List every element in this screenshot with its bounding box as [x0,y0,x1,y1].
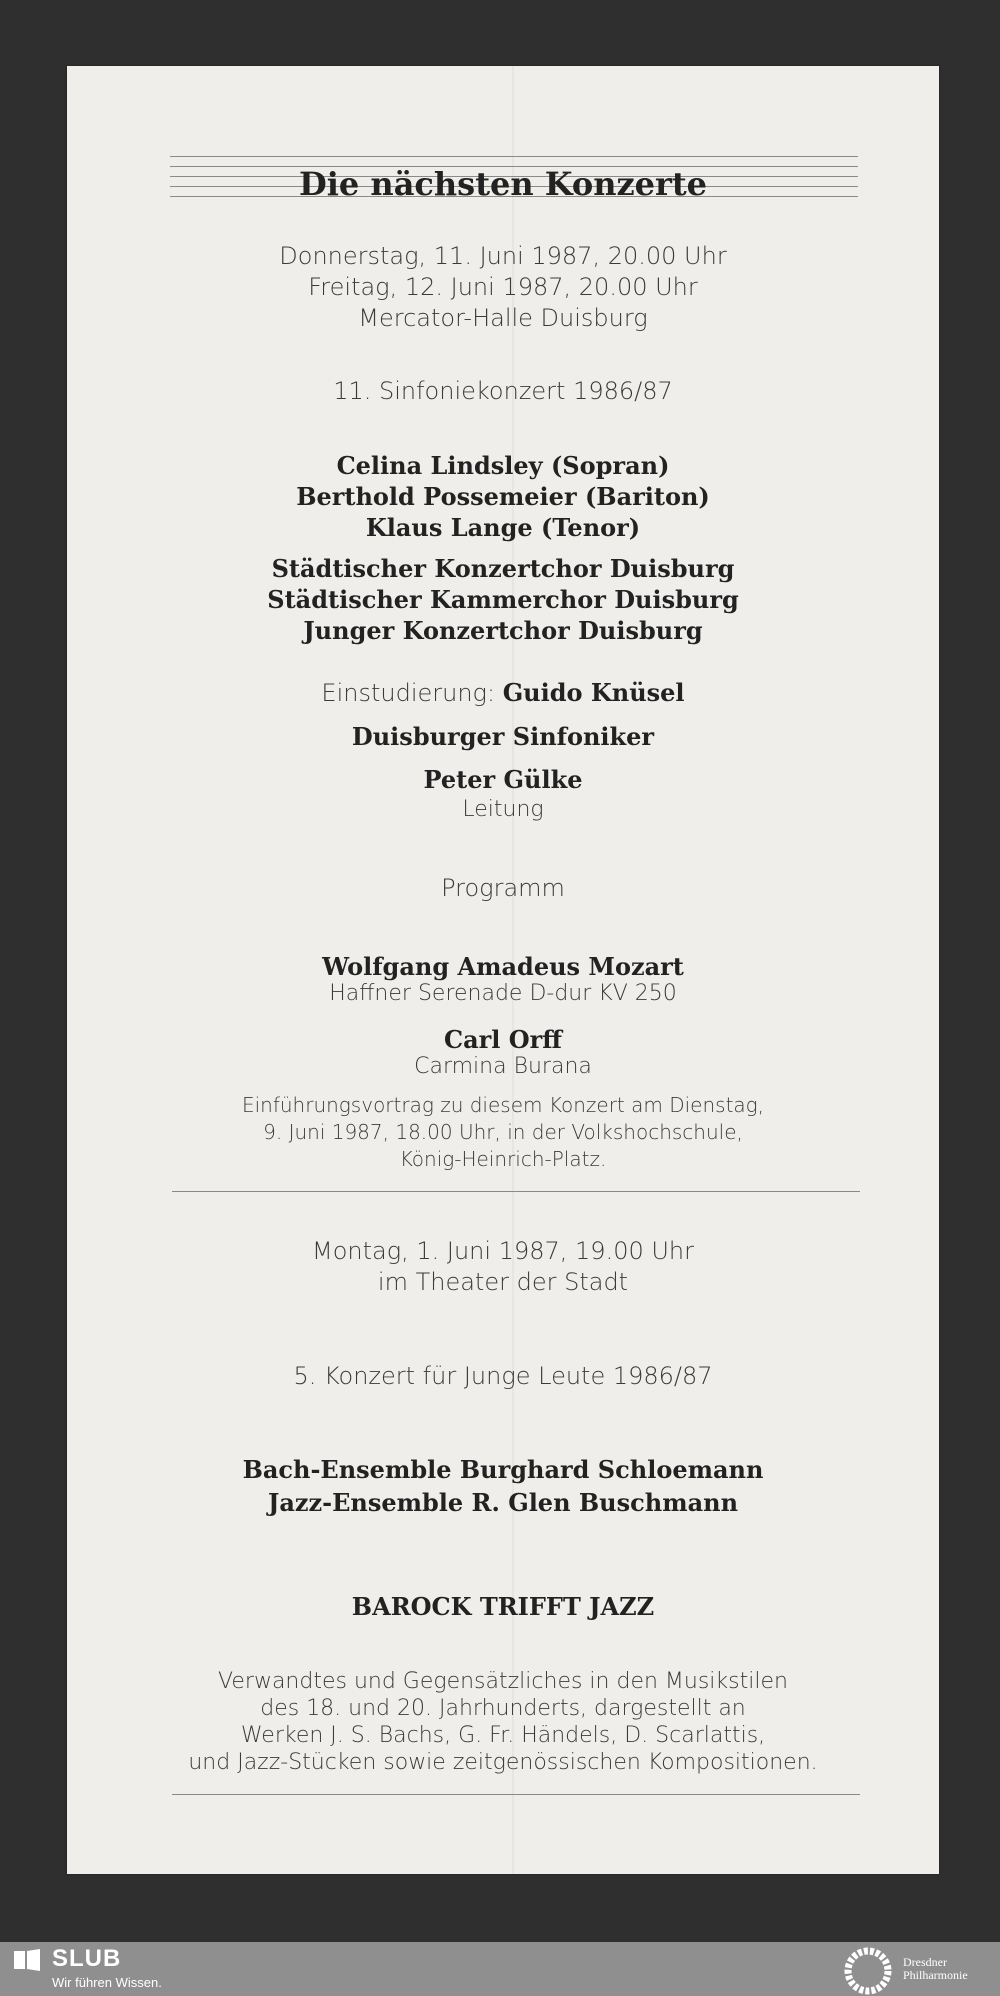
concert2-venue: im Theater der Stadt [377,1268,629,1296]
rehearsal-name: Guido Knüsel [502,678,685,707]
concert2-date: Montag, 1. Juni 1987, 19.00 Uhr [311,1237,695,1265]
slub-name: SLUB [52,1945,122,1972]
staff-line [170,156,858,157]
choir-2: Städtischer Kammerchor Duisburg [267,585,739,614]
program-leaflet [67,66,939,1874]
choir-1: Städtischer Konzertchor Duisburg [271,554,735,583]
partner-name [903,1956,968,1982]
soloist-1: Celina Lindsley (Sopran) [336,451,670,480]
concert1-date-2: Freitag, 12. Juni 1987, 20.00 Uhr [308,273,698,301]
orchestra: Duisburger Sinfoniker [351,722,655,751]
conductor: Peter Gülke [423,765,583,794]
choir-3: Junger Konzertchor Duisburg [303,616,703,645]
divider [172,1191,860,1192]
rehearsal-line [67,677,939,709]
description-line-2: des 18. und 20. Jahrhunderts, dargestellt an [260,1696,746,1721]
intro-line-1: Einführungsvortrag zu diesem Konzert am Dienstag, [241,1093,765,1117]
work-1-composer: Wolfgang Amadeus Mozart [322,952,684,981]
description-line-1: Verwandtes und Gegensätzliches in den Musikstilen [218,1669,788,1694]
work-2-title: Carmina Burana [414,1054,592,1079]
slub-tagline: Wir führen Wissen. [52,1975,162,1990]
page-title: Die nächsten Konzerte [299,165,707,203]
dresdner-philharmonie-logo-icon [843,1946,893,1996]
bottom-divider [172,1794,860,1795]
intro-line-2: 9. Juni 1987, 18.00 Uhr, in der Volkshochschule, [263,1120,743,1144]
work-1-title: Haffner Serenade D-dur KV 250 [329,981,677,1006]
partner-line-2: Philharmonie [903,1968,968,1982]
footer-bar [0,1942,1000,1996]
concert1-date-1: Donnerstag, 11. Juni 1987, 20.00 Uhr [279,242,727,270]
slub-logo-icon [14,1949,40,1971]
work-2-composer: Carl Orff [443,1025,563,1054]
concert2-motto: BAROCK TRIFFT JAZZ [351,1592,655,1621]
description-line-4: und Jazz-Stücken sowie zeitgenössischen Kompositionen. [188,1750,818,1775]
description-line-3: Werken J. S. Bachs, G. Fr. Händels, D. Scarlattis, [240,1723,766,1748]
concert1-venue: Mercator-Halle Duisburg [358,304,648,332]
rehearsal-label: Einstudierung: [321,679,496,707]
soloist-2: Berthold Possemeier (Bariton) [296,482,710,511]
intro-line-3: König-Heinrich-Platz. [399,1147,607,1171]
ensemble-1: Bach-Ensemble Burghard Schloemann [242,1455,764,1484]
concert2-series: 5. Konzert für Junge Leute 1986/87 [293,1362,713,1390]
ensemble-2: Jazz-Ensemble R. Glen Buschmann [267,1488,739,1517]
concert1-series: 11. Sinfoniekonzert 1986/87 [333,377,673,405]
program-label: Programm [441,874,565,902]
conductor-role: Leitung [462,797,544,822]
soloist-3: Klaus Lange (Tenor) [365,513,641,542]
partner-line-1: Dresdner [903,1955,947,1969]
